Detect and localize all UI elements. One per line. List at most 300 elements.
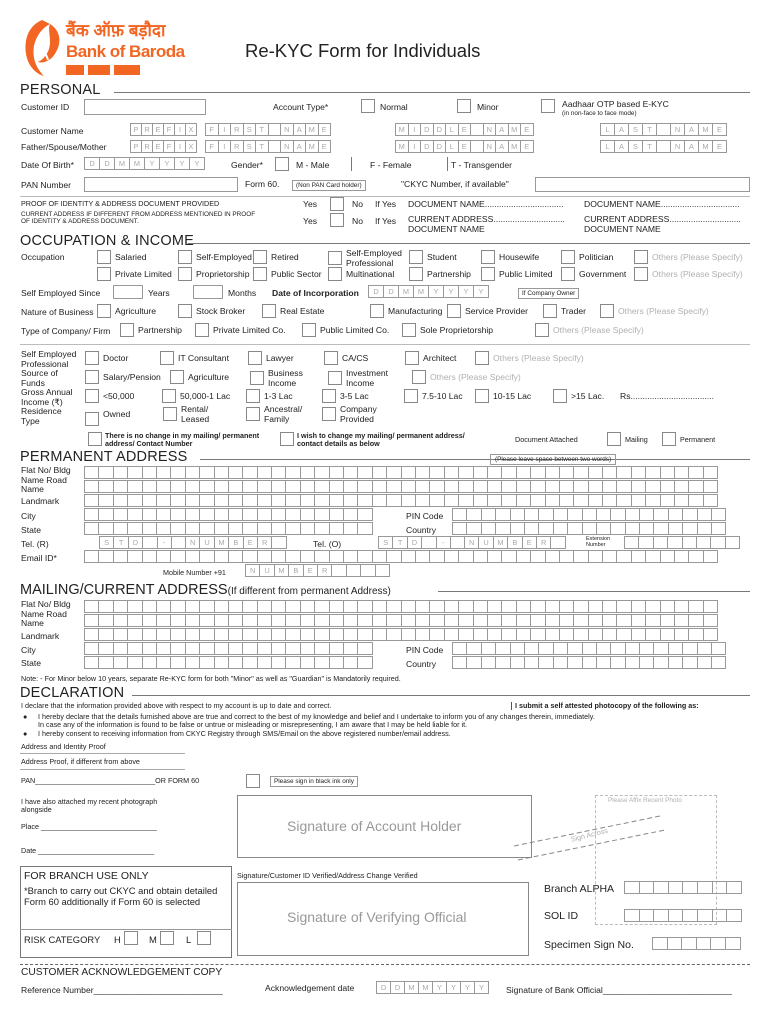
perm-addr-cell[interactable] xyxy=(343,480,358,493)
incorporation-cell[interactable]: D xyxy=(383,285,399,298)
salary-pension-checkbox[interactable] xyxy=(85,370,99,384)
perm-email-cell[interactable] xyxy=(343,550,358,563)
mail-addr-cell[interactable] xyxy=(645,600,660,613)
sol-id-cell[interactable] xyxy=(697,909,713,922)
perm-addr-cell-row[interactable] xyxy=(84,480,717,493)
perm-tel-r-cell[interactable]: S xyxy=(99,536,114,549)
mail-addr-cell[interactable] xyxy=(501,614,516,627)
mail-city-cell[interactable] xyxy=(156,642,171,655)
perm-state-cell[interactable] xyxy=(142,522,157,535)
perm-addr-cell[interactable] xyxy=(516,466,531,479)
branch-alpha-cell-row[interactable] xyxy=(624,881,741,894)
mail-addr-cell[interactable] xyxy=(703,628,718,641)
mail-addr-cell[interactable] xyxy=(285,600,300,613)
mail-pin-cell[interactable] xyxy=(682,642,697,655)
agriculture-checkbox[interactable] xyxy=(97,304,111,318)
perm-addr-cell[interactable] xyxy=(228,466,243,479)
mail-addr-cell[interactable] xyxy=(242,628,257,641)
first-name-cell[interactable]: F xyxy=(205,140,219,153)
mail-pin-cell[interactable] xyxy=(582,642,597,655)
perm-addr-cell[interactable] xyxy=(98,494,113,507)
mail-country-cell[interactable] xyxy=(466,656,481,669)
dob-cell[interactable]: D xyxy=(99,157,115,170)
company-provided-checkbox[interactable] xyxy=(322,407,336,421)
r3-5-checkbox[interactable] xyxy=(322,389,336,403)
private-limited-co-checkbox[interactable] xyxy=(195,323,209,337)
mail-pin-cell[interactable] xyxy=(668,642,683,655)
mail-state-cell[interactable] xyxy=(170,656,185,669)
proprietorship-checkbox[interactable] xyxy=(178,267,192,281)
incorporation-cell[interactable]: M xyxy=(413,285,429,298)
perm-tel-r-number-cell[interactable] xyxy=(271,536,286,549)
perm-email-cell[interactable] xyxy=(688,550,703,563)
last-name-cell[interactable]: M xyxy=(698,140,713,153)
prefix-cell[interactable]: E xyxy=(152,140,164,153)
dob-cell[interactable]: D xyxy=(84,157,100,170)
mail-state-cell[interactable] xyxy=(127,656,142,669)
mail-addr-cell[interactable] xyxy=(271,614,286,627)
perm-city-cell[interactable] xyxy=(343,508,358,521)
mail-country-cell[interactable] xyxy=(567,656,582,669)
specimen-cell[interactable] xyxy=(696,937,712,950)
perm-country-cell[interactable] xyxy=(682,522,697,535)
perm-tel-r-number-cell[interactable]: B xyxy=(228,536,243,549)
perm-addr-cell[interactable] xyxy=(142,466,157,479)
perm-tel-o-number-cell[interactable]: E xyxy=(522,536,537,549)
perm-pin-cell[interactable] xyxy=(668,508,683,521)
perm-addr-cell[interactable] xyxy=(329,494,344,507)
perm-state-cell[interactable] xyxy=(257,522,272,535)
perm-addr-cell[interactable] xyxy=(199,466,214,479)
perm-addr-cell[interactable] xyxy=(170,494,185,507)
lt50-checkbox[interactable] xyxy=(85,389,99,403)
last-name-cell[interactable]: A xyxy=(614,123,629,136)
mail-addr-cell[interactable] xyxy=(285,628,300,641)
perm-pin-cell[interactable] xyxy=(596,508,611,521)
mail-addr-cell[interactable] xyxy=(401,614,416,627)
mail-addr-cell[interactable] xyxy=(113,614,128,627)
mail-addr-cell[interactable] xyxy=(214,628,229,641)
sol-id-cell[interactable] xyxy=(682,909,698,922)
mail-addr-cell[interactable] xyxy=(142,600,157,613)
first-name-cell[interactable]: E xyxy=(318,140,332,153)
mail-city-cell[interactable] xyxy=(113,642,128,655)
ack-date-cell[interactable]: D xyxy=(376,981,391,994)
perm-ext-cell[interactable] xyxy=(667,536,682,549)
perm-country-cell[interactable] xyxy=(582,522,597,535)
perm-addr-cell[interactable] xyxy=(660,494,675,507)
perm-mobile-cell[interactable] xyxy=(360,564,375,577)
mail-city-cell[interactable] xyxy=(84,642,99,655)
mail-addr-cell[interactable] xyxy=(545,628,560,641)
perm-email-cell[interactable] xyxy=(314,550,329,563)
mail-addr-cell[interactable] xyxy=(516,628,531,641)
sol-id-cell[interactable] xyxy=(712,909,728,922)
perm-tel-r-cell-row[interactable] xyxy=(99,536,185,549)
mail-addr-cell[interactable] xyxy=(631,614,646,627)
first-name-cell[interactable]: N xyxy=(280,123,294,136)
perm-state-cell[interactable] xyxy=(242,522,257,535)
perm-addr-cell[interactable] xyxy=(458,480,473,493)
perm-addr-cell[interactable] xyxy=(314,466,329,479)
perm-email-cell[interactable] xyxy=(660,550,675,563)
sol-id-cell[interactable] xyxy=(624,909,640,922)
rental-checkbox[interactable] xyxy=(163,407,177,421)
perm-email-cell[interactable] xyxy=(185,550,200,563)
perm-email-cell[interactable] xyxy=(199,550,214,563)
perm-email-cell[interactable] xyxy=(300,550,315,563)
mail-addr-cell[interactable] xyxy=(156,614,171,627)
perm-tel-r-number-cell[interactable]: M xyxy=(214,536,229,549)
perm-addr-cell[interactable] xyxy=(314,480,329,493)
perm-pin-cell[interactable] xyxy=(625,508,640,521)
perm-addr-cell[interactable] xyxy=(429,494,444,507)
perm-pin-cell[interactable] xyxy=(711,508,726,521)
perm-city-cell[interactable] xyxy=(300,508,315,521)
first-name-cell[interactable]: R xyxy=(230,123,244,136)
r10-15-checkbox[interactable] xyxy=(475,389,489,403)
others-checkbox[interactable] xyxy=(535,323,549,337)
mail-addr-cell[interactable] xyxy=(415,600,430,613)
perm-addr-cell[interactable] xyxy=(156,494,171,507)
perm-addr-cell[interactable] xyxy=(113,480,128,493)
branch-alpha-cell[interactable] xyxy=(668,881,684,894)
perm-addr-cell[interactable] xyxy=(401,480,416,493)
mail-pin-cell[interactable] xyxy=(567,642,582,655)
specimen-cell[interactable] xyxy=(681,937,697,950)
perm-addr-cell[interactable] xyxy=(242,466,257,479)
perm-addr-cell[interactable] xyxy=(688,494,703,507)
pan-field[interactable] xyxy=(84,177,238,192)
perm-email-cell[interactable] xyxy=(127,550,142,563)
last-name-cell[interactable]: T xyxy=(642,123,657,136)
mail-pin-cell[interactable] xyxy=(625,642,640,655)
perm-addr-cell[interactable] xyxy=(530,480,545,493)
first-name-cell[interactable]: R xyxy=(230,140,244,153)
mail-addr-cell[interactable] xyxy=(386,600,401,613)
mail-pin-cell[interactable] xyxy=(639,642,654,655)
mail-addr-cell[interactable] xyxy=(688,600,703,613)
perm-addr-cell[interactable] xyxy=(530,466,545,479)
proof-yes-checkbox[interactable] xyxy=(330,197,344,211)
mail-city-cell-row[interactable] xyxy=(84,642,372,655)
mail-addr-cell[interactable] xyxy=(386,614,401,627)
agriculture-checkbox[interactable] xyxy=(170,370,184,384)
middle-name-cell[interactable]: N xyxy=(483,140,497,153)
last-name-cell[interactable]: E xyxy=(712,123,727,136)
perm-email-cell[interactable] xyxy=(458,550,473,563)
perm-addr-cell[interactable] xyxy=(573,466,588,479)
perm-tel-r-number-cell[interactable]: E xyxy=(243,536,258,549)
perm-addr-cell[interactable] xyxy=(487,494,502,507)
branch-alpha-cell[interactable] xyxy=(697,881,713,894)
risk-h-checkbox[interactable] xyxy=(124,931,138,945)
perm-addr-cell[interactable] xyxy=(530,494,545,507)
prefix-cell[interactable]: I xyxy=(174,123,186,136)
mail-addr-cell[interactable] xyxy=(602,600,617,613)
perm-addr-cell[interactable] xyxy=(156,466,171,479)
perm-addr-cell[interactable] xyxy=(631,466,646,479)
perm-email-cell[interactable] xyxy=(559,550,574,563)
mail-addr-cell[interactable] xyxy=(300,600,315,613)
incorporation-cell[interactable]: M xyxy=(398,285,414,298)
perm-state-cell[interactable] xyxy=(185,522,200,535)
perm-addr-cell[interactable] xyxy=(645,466,660,479)
mail-city-cell[interactable] xyxy=(357,642,372,655)
mail-pin-cell[interactable] xyxy=(510,642,525,655)
r75-10-checkbox[interactable] xyxy=(404,389,418,403)
perm-email-cell[interactable] xyxy=(329,550,344,563)
branch-alpha-cell[interactable] xyxy=(624,881,640,894)
mail-pin-cell[interactable] xyxy=(524,642,539,655)
perm-city-cell[interactable] xyxy=(257,508,272,521)
trader-checkbox[interactable] xyxy=(543,304,557,318)
perm-addr-cell[interactable] xyxy=(415,480,430,493)
mail-addr-cell[interactable] xyxy=(516,600,531,613)
middle-name-cell[interactable]: L xyxy=(445,140,459,153)
risk-m-checkbox[interactable] xyxy=(160,931,174,945)
mail-addr-cell[interactable] xyxy=(401,628,416,641)
dob-cells[interactable] xyxy=(84,157,204,170)
perm-email-cell-row[interactable] xyxy=(84,550,717,563)
perm-tel-o-cell[interactable]: S xyxy=(378,536,393,549)
branch-alpha-cell[interactable] xyxy=(639,881,655,894)
perm-city-cell[interactable] xyxy=(185,508,200,521)
prefix-cell[interactable]: F xyxy=(163,123,175,136)
perm-email-cell[interactable] xyxy=(602,550,617,563)
perm-city-cell[interactable] xyxy=(199,508,214,521)
perm-city-cell[interactable] xyxy=(242,508,257,521)
ack-date-cell[interactable]: D xyxy=(390,981,405,994)
mail-country-cell[interactable] xyxy=(682,656,697,669)
last-name-cell-row[interactable] xyxy=(600,140,726,153)
perm-pin-cell[interactable] xyxy=(538,508,553,521)
last-name-cell[interactable]: A xyxy=(684,140,699,153)
perm-addr-cell[interactable] xyxy=(674,494,689,507)
mail-addr-cell[interactable] xyxy=(458,628,473,641)
middle-name-cell-row[interactable] xyxy=(395,123,533,136)
perm-email-cell[interactable] xyxy=(530,550,545,563)
perm-addr-cell[interactable] xyxy=(688,480,703,493)
mail-addr-cell[interactable] xyxy=(271,600,286,613)
mail-country-cell[interactable] xyxy=(653,656,668,669)
mail-addr-cell[interactable] xyxy=(142,614,157,627)
perm-tel-r-cell[interactable]: D xyxy=(128,536,143,549)
last-name-cell[interactable]: L xyxy=(600,123,615,136)
perm-addr-cell[interactable] xyxy=(343,466,358,479)
mail-state-cell[interactable] xyxy=(285,656,300,669)
mail-state-cell[interactable] xyxy=(199,656,214,669)
last-name-cell[interactable] xyxy=(656,140,671,153)
last-name-cell[interactable]: E xyxy=(712,140,727,153)
perm-email-cell[interactable] xyxy=(84,550,99,563)
private-limited-checkbox[interactable] xyxy=(97,267,111,281)
public-sector-checkbox[interactable] xyxy=(253,267,267,281)
middle-name-cell[interactable]: M xyxy=(508,140,522,153)
perm-state-cell[interactable] xyxy=(199,522,214,535)
first-name-cell[interactable]: F xyxy=(205,123,219,136)
mail-addr-cell[interactable] xyxy=(602,628,617,641)
perm-email-cell[interactable] xyxy=(429,550,444,563)
mail-pin-cell[interactable] xyxy=(495,642,510,655)
perm-addr-cell[interactable] xyxy=(487,480,502,493)
perm-tel-o-number-cell[interactable]: N xyxy=(464,536,479,549)
mail-addr-cell[interactable] xyxy=(674,628,689,641)
perm-ext-cell[interactable] xyxy=(725,536,740,549)
perm-pin-cell[interactable] xyxy=(697,508,712,521)
perm-addr-cell[interactable] xyxy=(329,480,344,493)
mail-addr-cell[interactable] xyxy=(199,600,214,613)
perm-tel-o-cell[interactable]: T xyxy=(392,536,407,549)
specimen-cell[interactable] xyxy=(667,937,683,950)
mail-city-cell[interactable] xyxy=(170,642,185,655)
perm-addr-cell[interactable] xyxy=(98,480,113,493)
mail-addr-cell[interactable] xyxy=(185,614,200,627)
mail-city-cell[interactable] xyxy=(271,642,286,655)
perm-mobile-cell[interactable] xyxy=(346,564,361,577)
ack-date-cells[interactable] xyxy=(376,981,488,994)
perm-addr-cell[interactable] xyxy=(703,480,718,493)
perm-addr-cell[interactable] xyxy=(674,480,689,493)
perm-email-cell[interactable] xyxy=(415,550,430,563)
perm-addr-cell[interactable] xyxy=(142,494,157,507)
others-checkbox[interactable] xyxy=(412,370,426,384)
perm-addr-cell[interactable] xyxy=(631,480,646,493)
perm-addr-cell[interactable] xyxy=(271,494,286,507)
perm-addr-cell[interactable] xyxy=(401,466,416,479)
mail-addr-cell[interactable] xyxy=(127,600,142,613)
perm-addr-cell[interactable] xyxy=(257,494,272,507)
perm-email-cell[interactable] xyxy=(674,550,689,563)
mail-addr-cell[interactable] xyxy=(242,614,257,627)
mail-addr-cell[interactable] xyxy=(458,600,473,613)
perm-addr-cell[interactable] xyxy=(214,494,229,507)
investment-income-checkbox[interactable] xyxy=(328,371,342,385)
mail-country-cell[interactable] xyxy=(553,656,568,669)
perm-addr-cell[interactable] xyxy=(242,480,257,493)
mail-addr-cell[interactable] xyxy=(84,628,99,641)
self-emp-prof-checkbox[interactable] xyxy=(328,251,342,265)
perm-addr-cell[interactable] xyxy=(573,494,588,507)
perm-addr-cell[interactable] xyxy=(357,494,372,507)
sol-id-cell[interactable] xyxy=(668,909,684,922)
prefix-cell[interactable]: I xyxy=(174,140,186,153)
incorporation-cell[interactable]: Y xyxy=(458,285,474,298)
housewife-checkbox[interactable] xyxy=(481,250,495,264)
first-name-cell[interactable]: M xyxy=(305,123,319,136)
perm-pin-cell[interactable] xyxy=(582,508,597,521)
perm-mobile-cell[interactable] xyxy=(331,564,346,577)
mail-state-cell-row[interactable] xyxy=(84,656,372,669)
perm-addr-cell[interactable] xyxy=(127,480,142,493)
mail-city-cell[interactable] xyxy=(343,642,358,655)
perm-addr-cell[interactable] xyxy=(127,466,142,479)
perm-addr-cell[interactable] xyxy=(214,480,229,493)
perm-addr-cell[interactable] xyxy=(199,480,214,493)
perm-state-cell-row[interactable] xyxy=(84,522,372,535)
middle-name-cell[interactable]: E xyxy=(458,123,472,136)
middle-name-cell[interactable]: M xyxy=(395,123,409,136)
perm-city-cell[interactable] xyxy=(285,508,300,521)
mail-addr-cell[interactable] xyxy=(516,614,531,627)
first-name-cell[interactable]: A xyxy=(293,123,307,136)
first-name-cell[interactable]: T xyxy=(255,123,269,136)
branch-alpha-cell[interactable] xyxy=(726,881,742,894)
perm-tel-r-number-cell[interactable]: U xyxy=(199,536,214,549)
mail-addr-cell-row[interactable] xyxy=(84,614,717,627)
perm-addr-cell[interactable] xyxy=(616,466,631,479)
perm-state-cell[interactable] xyxy=(214,522,229,535)
perm-tel-o-number-cell[interactable]: M xyxy=(493,536,508,549)
mail-addr-cell[interactable] xyxy=(142,628,157,641)
specimen-cell[interactable] xyxy=(652,937,668,950)
perm-addr-cell[interactable] xyxy=(386,480,401,493)
mail-addr-cell[interactable] xyxy=(674,600,689,613)
sol-id-cell[interactable] xyxy=(726,909,742,922)
perm-addr-cell[interactable] xyxy=(588,466,603,479)
perm-state-cell[interactable] xyxy=(127,522,142,535)
real-estate-checkbox[interactable] xyxy=(262,304,276,318)
mail-state-cell[interactable] xyxy=(142,656,157,669)
first-name-cell-row[interactable] xyxy=(205,140,330,153)
mail-addr-cell[interactable] xyxy=(329,600,344,613)
male-checkbox[interactable] xyxy=(275,157,289,171)
mail-city-cell[interactable] xyxy=(242,642,257,655)
gt15-checkbox[interactable] xyxy=(553,389,567,403)
perm-addr-cell[interactable] xyxy=(84,466,99,479)
self-employed-checkbox[interactable] xyxy=(178,250,192,264)
mail-pin-cell[interactable] xyxy=(697,642,712,655)
perm-addr-cell[interactable] xyxy=(703,466,718,479)
mail-addr-cell[interactable] xyxy=(631,628,646,641)
perm-email-cell[interactable] xyxy=(473,550,488,563)
first-name-cell[interactable]: I xyxy=(218,140,232,153)
mail-addr-cell[interactable] xyxy=(473,614,488,627)
perm-email-cell[interactable] xyxy=(228,550,243,563)
perm-addr-cell[interactable] xyxy=(300,494,315,507)
mail-addr-cell[interactable] xyxy=(703,600,718,613)
wish-change-checkbox[interactable] xyxy=(280,432,294,446)
perm-addr-cell[interactable] xyxy=(357,480,372,493)
mail-country-cell[interactable] xyxy=(610,656,625,669)
perm-addr-cell[interactable] xyxy=(429,480,444,493)
perm-tel-o-cell[interactable]: - xyxy=(436,536,451,549)
mail-addr-cell[interactable] xyxy=(473,628,488,641)
mail-pin-cell[interactable] xyxy=(538,642,553,655)
perm-ext-cell[interactable] xyxy=(696,536,711,549)
perm-city-cell[interactable] xyxy=(329,508,344,521)
perm-country-cell[interactable] xyxy=(495,522,510,535)
mail-addr-cell[interactable] xyxy=(257,614,272,627)
cacs-checkbox[interactable] xyxy=(324,351,338,365)
perm-state-cell[interactable] xyxy=(228,522,243,535)
mail-addr-cell[interactable] xyxy=(84,600,99,613)
others-checkbox[interactable] xyxy=(600,304,614,318)
perm-pin-cell[interactable] xyxy=(682,508,697,521)
mail-city-cell[interactable] xyxy=(185,642,200,655)
perm-addr-cell[interactable] xyxy=(660,466,675,479)
mail-addr-cell[interactable] xyxy=(660,614,675,627)
stock-broker-checkbox[interactable] xyxy=(178,304,192,318)
normal-checkbox[interactable] xyxy=(361,99,375,113)
perm-tel-r-cell[interactable]: - xyxy=(157,536,172,549)
perm-state-cell[interactable] xyxy=(113,522,128,535)
perm-addr-cell[interactable] xyxy=(84,494,99,507)
business-income-checkbox[interactable] xyxy=(250,371,264,385)
perm-addr-cell[interactable] xyxy=(113,466,128,479)
perm-addr-cell[interactable] xyxy=(602,480,617,493)
middle-name-cell[interactable]: E xyxy=(458,140,472,153)
